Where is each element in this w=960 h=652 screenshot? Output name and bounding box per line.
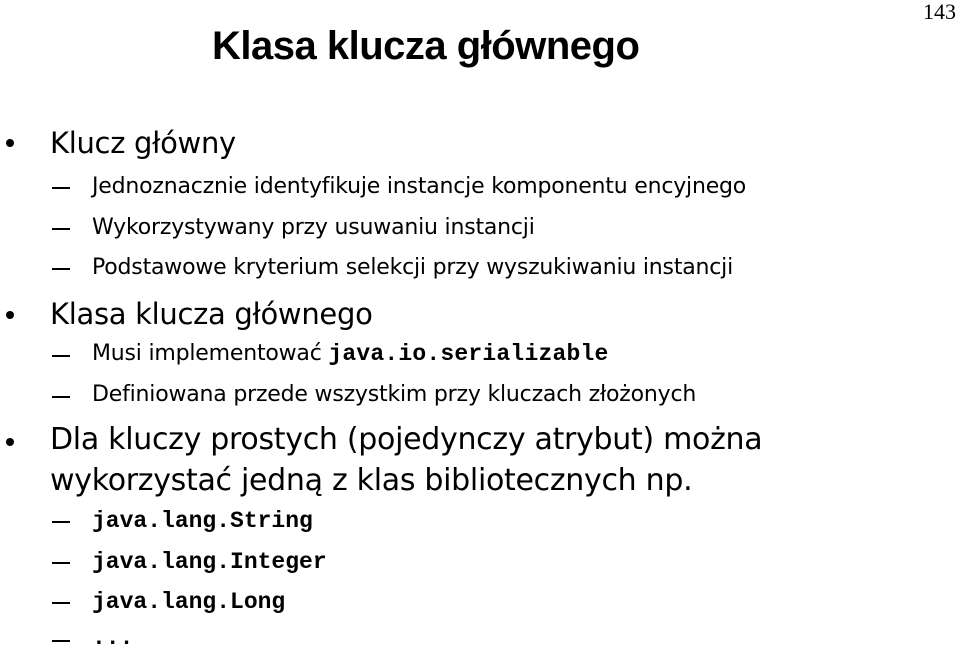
code-text: java.io.serializable — [328, 341, 609, 367]
dash-icon — [52, 562, 70, 564]
page-number: 143 — [923, 0, 956, 24]
sub-bullet-line — [92, 341, 608, 367]
bullet-dot-icon — [6, 139, 14, 147]
bullet-text-line-2: wykorzystać jedną z klas bibliotecznych np. — [50, 463, 693, 498]
slide-title: Klasa klucza głównego — [212, 24, 640, 68]
code-text: java.lang.Integer — [92, 549, 327, 575]
dash-icon — [52, 640, 70, 642]
sub-bullet-text: Definiowana przede wszystkim przy kluczach złożonych — [92, 382, 697, 407]
bullet-dot-icon — [6, 311, 14, 319]
code-text: java.lang.Long — [92, 589, 286, 615]
sub-bullet-text: Jednoznacznie identyfikuje instancje komponentu encyjnego — [92, 174, 747, 199]
dash-icon — [52, 521, 70, 523]
bullet-dot-icon — [6, 438, 14, 446]
sub-bullet-text: Wykorzystywany przy usuwaniu instancji — [92, 215, 535, 240]
dash-icon — [52, 355, 70, 357]
bullet-text: Klucz główny — [50, 126, 236, 160]
dash-icon — [52, 602, 70, 604]
bullet-text: Klasa klucza głównego — [50, 297, 373, 331]
code-text: java.lang.String — [92, 508, 313, 534]
dash-icon — [52, 396, 70, 398]
code-text: ... — [92, 625, 134, 651]
sub-bullet-text: Podstawowe kryterium selekcji przy wyszukiwaniu instancji — [92, 255, 733, 280]
bullet-text-line-1: Dla kluczy prostych (pojedynczy atrybut) można — [50, 422, 763, 457]
sub-bullet-text: Musi implementować — [92, 341, 329, 366]
dash-icon — [52, 268, 70, 270]
dash-icon — [52, 187, 70, 189]
dash-icon — [52, 228, 70, 230]
